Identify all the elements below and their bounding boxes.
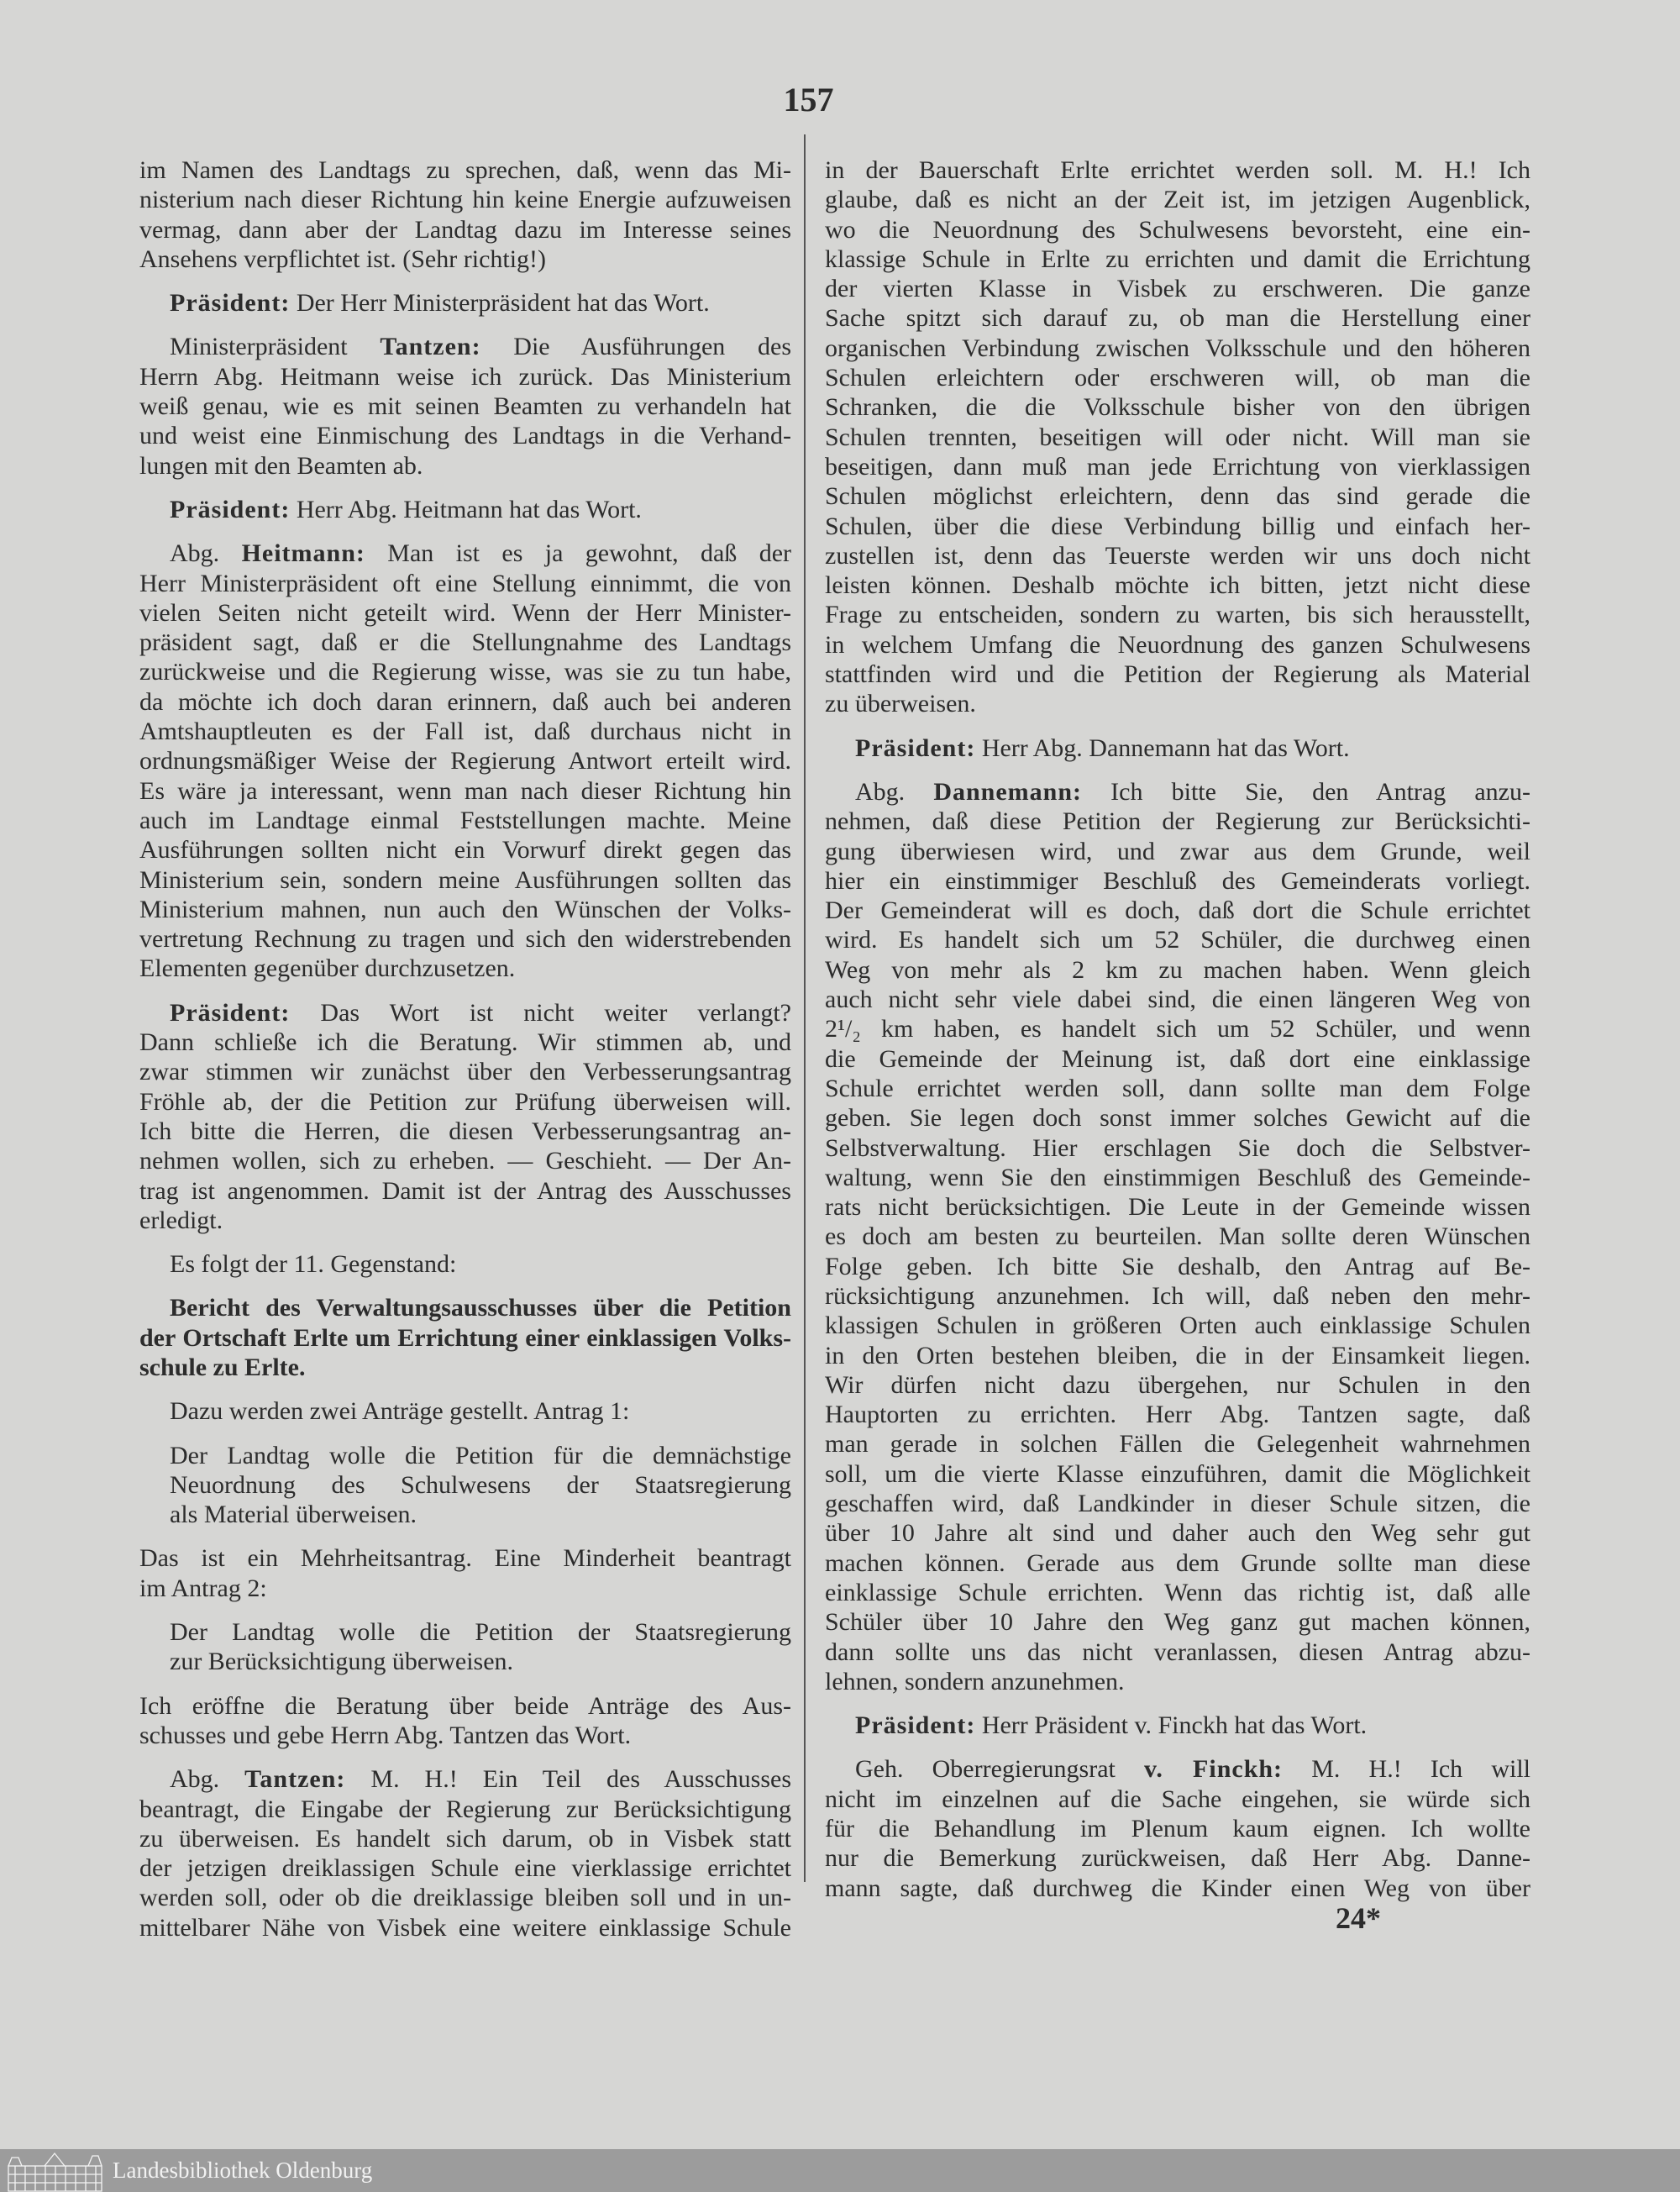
paragraph bbox=[139, 998, 791, 1235]
text-line: zurückweise und die Regierung wisse, was sie zu tun habe, bbox=[139, 658, 791, 686]
text-line: Dann schließe ich die Beratung. Wir stimmen ab, und bbox=[139, 1028, 791, 1057]
text-line: leisten können. Deshalb möchte ich bitten, jetzt nicht diese bbox=[825, 571, 1530, 600]
text-line: über 10 Jahre alt sind und daher auch den Weg sehr gut bbox=[825, 1519, 1530, 1548]
text-line: Es folgt der 11. Gegenstand: bbox=[170, 1250, 457, 1279]
speech-text: Ich bitte Sie, den Antrag anzu- bbox=[1082, 777, 1530, 806]
text-line: Es wäre ja interessant, wenn man nach dieser Richtung hin bbox=[139, 776, 791, 805]
text-line bbox=[825, 1711, 1530, 1740]
text-line: als Material überweisen. bbox=[170, 1501, 417, 1529]
paragraph bbox=[825, 155, 1530, 719]
text-line bbox=[139, 332, 791, 361]
text-line: Schule errichtet werden soll, dann sollte man dem Folge bbox=[825, 1074, 1530, 1102]
text-line: schusses und gebe Herrn Abg. Tantzen das Wort. bbox=[139, 1721, 632, 1749]
library-building-logo bbox=[7, 2151, 103, 2192]
text-line: Fröhle ab, der die Petition zur Prüfung überweisen will. bbox=[139, 1087, 791, 1116]
text-line: Bericht des Verwaltungsausschusses über die Petition bbox=[170, 1294, 791, 1322]
page-number: 157 bbox=[783, 81, 834, 118]
text-line: Frage zu entscheiden, sondern zu warten, bis sich herausstellt, bbox=[825, 601, 1530, 629]
text-line: vermag, dann aber der Landtag dazu im Interesse seines bbox=[139, 215, 791, 244]
text-line: ordnungsmäßiger Weise der Regierung Antwort erteilt wird. bbox=[139, 747, 791, 775]
text-line: der Ortschaft Erlte um Errichtung einer einklassigen Volks- bbox=[139, 1323, 791, 1352]
text-line bbox=[825, 1754, 1530, 1784]
text-line: soll, um die vierte Klasse einzuführen, damit die Möglichkeit bbox=[825, 1459, 1530, 1488]
text-line: die Gemeinde der Meinung ist, daß dort eine einklassige bbox=[825, 1044, 1530, 1073]
text-line: geschaffen wird, daß Landkinder in dieser Schule sitzen, die bbox=[825, 1490, 1530, 1518]
text-line: in der Bauerschaft Erlte errichtet werden soll. M. H.! Ich bbox=[825, 156, 1530, 184]
paragraph bbox=[139, 1764, 791, 1942]
agenda-item-heading bbox=[139, 1293, 791, 1382]
text-line: für die Behandlung im Plenum kaum eignen. Ich wollte bbox=[825, 1815, 1530, 1843]
speaker-name: Präsident: bbox=[855, 1711, 976, 1740]
text-line: Schulen möglichst erleichtern, denn das sind gerade die bbox=[825, 482, 1530, 511]
text-line: rücksichtigung anzunehmen. Ich will, daß neben den mehr- bbox=[825, 1281, 1530, 1310]
paragraph bbox=[139, 1249, 791, 1279]
left-column bbox=[139, 155, 791, 1957]
text-line: Ich bitte die Herren, die diesen Verbesserungsantrag an- bbox=[139, 1117, 791, 1145]
paragraph bbox=[139, 1617, 791, 1677]
text-line: nisterium nach dieser Richtung hin keine Energie aufzuweisen bbox=[139, 186, 791, 214]
text-line: Weg von mehr als 2 km zu machen haben. Wenn gleich bbox=[825, 955, 1530, 984]
speaker-name: Präsident: bbox=[170, 998, 291, 1027]
text-line: erledigt. bbox=[139, 1206, 223, 1234]
text-line: zu überweisen. bbox=[825, 690, 976, 718]
speaker-title: Abg. bbox=[170, 1765, 245, 1794]
paragraph bbox=[139, 1441, 791, 1530]
text-line: Schulen trennten, beseitigen will oder nicht. Will man sie bbox=[825, 423, 1530, 451]
paragraph bbox=[825, 777, 1530, 1696]
text-line: der vierten Klasse in Visbek zu erschweren. Die ganze bbox=[825, 275, 1530, 303]
text-line: man gerade in solchen Fällen die Gelegenheit wahrnehmen bbox=[825, 1430, 1530, 1459]
text-line: da möchte ich doch daran erinnern, daß auch bei anderen bbox=[139, 687, 791, 716]
speech-text: Man ist es ja gewohnt, daß der bbox=[365, 539, 791, 568]
paragraph bbox=[139, 332, 791, 480]
text-line: im Antrag 2: bbox=[139, 1574, 267, 1602]
text-line: mann sagte, daß durchweg die Kinder einen Weg von über bbox=[825, 1874, 1530, 1902]
text-line: Das ist ein Mehrheitsantrag. Eine Minderheit beantragt bbox=[139, 1544, 791, 1573]
text-line: zwar stimmen wir zunächst über den Verbesserungsantrag bbox=[139, 1058, 791, 1086]
text-line bbox=[825, 733, 1530, 763]
speaker-name: Dannemann: bbox=[933, 777, 1083, 806]
paragraph bbox=[139, 288, 791, 318]
text-line: präsident sagt, daß er die Stellungnahme des Landtags bbox=[139, 628, 791, 657]
speaker-name: Präsident: bbox=[170, 289, 291, 318]
text-line: Schulen erleichtern oder erschweren will, ob man die bbox=[825, 364, 1530, 392]
speech-text: M. H.! Ich will bbox=[1283, 1755, 1530, 1784]
text-line: Schranken, die die Volksschule bisher von den übrigen bbox=[825, 393, 1530, 422]
text-line: und weist eine Einmischung des Landtags in die Verhand- bbox=[139, 422, 791, 450]
library-footer-bar bbox=[0, 2149, 1680, 2192]
text-line: waltung, wenn Sie den einstimmigen Beschluß des Gemeinde- bbox=[825, 1163, 1530, 1191]
library-name: Landesbibliothek Oldenburg bbox=[113, 2158, 373, 2183]
text-line: beseitigen, dann muß man jede Errichtung von vierklassigen bbox=[825, 452, 1530, 481]
text-line: organischen Verbindung zwischen Volksschule und den höheren bbox=[825, 334, 1530, 362]
text-line bbox=[825, 777, 1530, 807]
paragraph bbox=[139, 1691, 791, 1751]
text-line: zustellen ist, denn das Teuerste werden wir uns doch nicht bbox=[825, 541, 1530, 570]
text-line: Neuordnung des Schulwesens der Staatsregierung bbox=[170, 1470, 791, 1499]
text-line: stattfinden wird und die Petition der Regierung als Material bbox=[825, 660, 1530, 689]
paragraph bbox=[139, 539, 791, 983]
text-line: klassigen Schulen in größeren Orten auch einklassige Schulen bbox=[825, 1312, 1530, 1340]
text-line bbox=[139, 1764, 791, 1794]
text-line: im Namen des Landtags zu sprechen, daß, wenn das Mi- bbox=[139, 156, 791, 184]
text-line: zu überweisen. Es handelt sich darum, ob in Visbek statt bbox=[139, 1824, 791, 1853]
text-line: Dazu werden zwei Anträge gestellt. Antrag 1: bbox=[170, 1397, 630, 1426]
text-line: schule zu Erlte. bbox=[139, 1353, 306, 1381]
text-line bbox=[139, 998, 791, 1028]
speaker-name: v. Finckh: bbox=[1144, 1755, 1284, 1784]
text-line: nehmen wollen, sich zu erheben. — Geschieht. — Der An- bbox=[139, 1147, 791, 1175]
text-line: Schulen, über die diese Verbindung billig und einfach her- bbox=[825, 512, 1530, 540]
paragraph bbox=[139, 495, 791, 524]
text-line: beantragt, die Eingabe der Regierung zur Berücksichtigung bbox=[139, 1795, 791, 1823]
speech-text: Das Wort ist nicht weiter verlangt? bbox=[290, 998, 791, 1027]
speaker-title: Abg. bbox=[855, 777, 934, 806]
text-line: auch im Landtage einmal Feststellungen machte. Meine bbox=[139, 806, 791, 834]
text-line: Ansehens verpflichtet ist. (Sehr richtig!) bbox=[139, 244, 547, 273]
speech-text: Der Herr Ministerpräsident hat das Wort. bbox=[290, 289, 710, 318]
speech-text: Herr Abg. Heitmann hat das Wort. bbox=[290, 495, 642, 523]
text-line: dann sollte uns das nicht veranlassen, diesen Antrag abzu- bbox=[825, 1637, 1530, 1666]
text-line: lungen mit den Beamten ab. bbox=[139, 451, 423, 480]
text-line: Der Landtag wolle die Petition der Staatsregierung bbox=[170, 1618, 791, 1647]
text-line: Ich eröffne die Beratung über beide Anträge des Aus- bbox=[139, 1691, 791, 1720]
text-line: vertretung Rechnung zu tragen und sich den widerstrebenden bbox=[139, 925, 791, 954]
text-line: nicht im einzelnen auf die Sache eingehen, sie würde sich bbox=[825, 1785, 1530, 1813]
speaker-title: Abg. bbox=[170, 539, 242, 568]
text-line bbox=[139, 495, 791, 524]
text-line: Ausführungen sollten nicht ein Vorwurf direkt gegen das bbox=[139, 836, 791, 865]
right-column bbox=[825, 155, 1530, 1917]
paragraph bbox=[139, 1543, 791, 1603]
speaker-name: Heitmann: bbox=[241, 539, 365, 568]
text-line: Sache spitzt sich darauf zu, ob man die Herstellung einer bbox=[825, 304, 1530, 333]
text-line: Elementen gegenüber durchzusetzen. bbox=[139, 954, 516, 983]
speaker-title: Geh. Oberregierungsrat bbox=[855, 1755, 1145, 1784]
text-line: trag ist angenommen. Damit ist der Antrag des Ausschusses bbox=[139, 1176, 791, 1205]
text-line: werden soll, oder ob die dreiklassige bleiben soll und in un- bbox=[139, 1884, 791, 1912]
text-line: rats nicht berücksichtigen. Die Leute in der Gemeinde wissen bbox=[825, 1193, 1530, 1222]
text-line: in den Orten bestehen bleiben, die in der Einsamkeit liegen. bbox=[825, 1341, 1530, 1369]
speaker-title: Ministerpräsident bbox=[170, 333, 381, 361]
text-line bbox=[139, 288, 791, 318]
text-line: Folge geben. Ich bitte Sie deshalb, den Antrag auf Be- bbox=[825, 1252, 1530, 1280]
speaker-name: Präsident: bbox=[170, 495, 291, 523]
speech-text: M. H.! Ein Teil des Ausschusses bbox=[345, 1765, 791, 1794]
text-line: auch nicht sehr viele dabei sind, die einen längeren Weg von bbox=[825, 986, 1530, 1014]
text-line: lehnen, sondern anzunehmen. bbox=[825, 1667, 1125, 1695]
text-line: einklassige Schule errichten. Wenn das richtig ist, daß alle bbox=[825, 1578, 1530, 1606]
text-line: weiß genau, wie es mit seinen Beamten zu verhandeln hat bbox=[139, 392, 791, 421]
paragraph bbox=[139, 1396, 791, 1426]
text-line: nehmen, daß diese Petition der Regierung zur Berücksichti- bbox=[825, 807, 1530, 836]
speaker-name: Tantzen: bbox=[380, 333, 481, 361]
text-line: es doch am besten zu beurteilen. Man sollte deren Wünschen bbox=[825, 1222, 1530, 1251]
speech-text: Die Ausführungen des bbox=[480, 333, 791, 361]
text-line: Schüler über 10 Jahre den Weg ganz gut machen können, bbox=[825, 1608, 1530, 1637]
text-line: Der Gemeinderat will es doch, daß dort die Schule errichtet bbox=[825, 896, 1530, 925]
text-line: wo die Neuordnung des Schulwesens bevorsteht, eine ein- bbox=[825, 215, 1530, 244]
signature-mark: 24* bbox=[1336, 1901, 1381, 1935]
text-line: vielen Seiten nicht geteilt wird. Wenn der Herr Minister- bbox=[139, 598, 791, 627]
text-line: geben. Sie legen doch sonst immer solches Gewicht auf die bbox=[825, 1104, 1530, 1133]
text-line: machen können. Gerade aus dem Grunde sollte man diese bbox=[825, 1548, 1530, 1577]
paragraph bbox=[825, 1754, 1530, 1902]
paragraph bbox=[825, 1711, 1530, 1740]
text-line: Amtshauptleuten es der Fall ist, daß durchaus nicht in bbox=[139, 718, 791, 746]
text-line: Herr Ministerpräsident oft eine Stellung einnimmt, die von bbox=[139, 569, 791, 597]
text-line: nur die Bemerkung zurückweisen, daß Herr Abg. Danne- bbox=[825, 1844, 1530, 1873]
text-line: Herrn Abg. Heitmann weise ich zurück. Das Ministerium bbox=[139, 362, 791, 391]
speech-text: Herr Präsident v. Finckh hat das Wort. bbox=[975, 1711, 1368, 1740]
text-line: mittelbarer Nähe von Visbek eine weitere einklassige Schule bbox=[139, 1913, 791, 1942]
text-line: wird. Es handelt sich um 52 Schüler, die durchweg einen bbox=[825, 926, 1530, 954]
text-line: Hauptorten zu errichten. Herr Abg. Tantzen sagte, daß bbox=[825, 1401, 1530, 1429]
column-divider bbox=[804, 134, 806, 1882]
text-line: der jetzigen dreiklassigen Schule eine vierklassige errichtet bbox=[139, 1854, 791, 1883]
paragraph bbox=[825, 733, 1530, 763]
text-line: hier ein einstimmiger Beschluß des Gemeinderats vorliegt. bbox=[825, 866, 1530, 895]
text-line: Ministerium sein, sondern meine Ausführungen sollten das bbox=[139, 865, 791, 894]
text-line: 2¹/₂ km haben, es handelt sich um 52 Schüler, und wenn bbox=[825, 1015, 1530, 1043]
text-line bbox=[139, 539, 791, 568]
text-line: zur Berücksichtigung überweisen. bbox=[170, 1648, 514, 1676]
text-line: gung überwiesen wird, und zwar aus dem Grunde, weil bbox=[825, 837, 1530, 865]
paragraph bbox=[139, 155, 791, 274]
text-line: Selbstverwaltung. Hier erschlagen Sie doch die Selbstver- bbox=[825, 1133, 1530, 1162]
text-line: klassige Schule in Erlte zu errichten und damit die Errichtung bbox=[825, 244, 1530, 273]
speaker-name: Präsident: bbox=[855, 733, 976, 762]
speaker-name: Tantzen: bbox=[244, 1765, 346, 1794]
text-line: Der Landtag wolle die Petition für die demnächstige bbox=[170, 1441, 791, 1469]
speech-text: Herr Abg. Dannemann hat das Wort. bbox=[975, 733, 1350, 762]
text-line: Ministerium mahnen, nun auch den Wünschen der Volks- bbox=[139, 895, 791, 923]
text-line: Wir dürfen nicht dazu übergehen, nur Schulen in den bbox=[825, 1370, 1530, 1399]
text-line: glaube, daß es nicht an der Zeit ist, im jetzigen Augenblick, bbox=[825, 186, 1530, 214]
text-line: in welchem Umfang die Neuordnung des ganzen Schulwesens bbox=[825, 630, 1530, 659]
